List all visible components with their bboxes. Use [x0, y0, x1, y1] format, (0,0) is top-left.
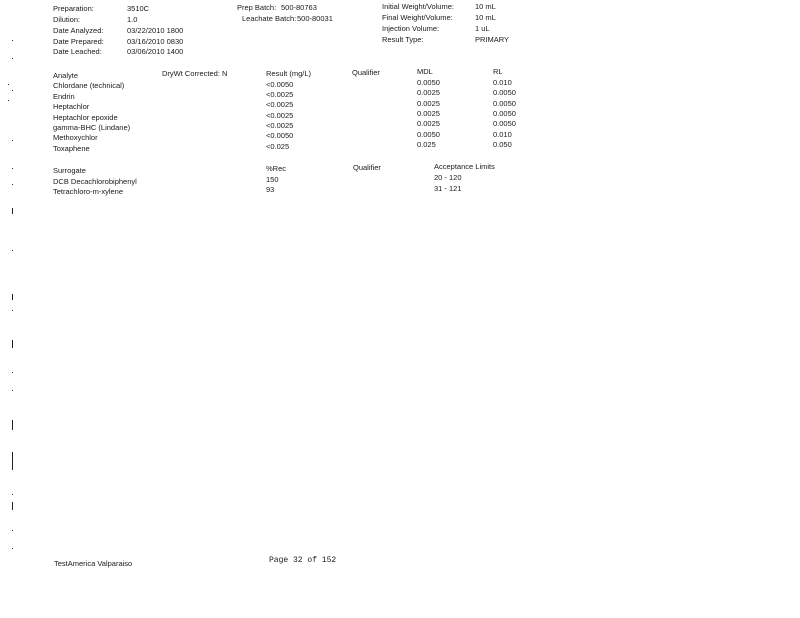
rl-value: 0.050 — [493, 140, 512, 149]
rl-value: 0.010 — [493, 78, 512, 87]
analyte-name: Heptachlor epoxide — [53, 113, 118, 122]
analyte-name: Chlordane (technical) — [53, 81, 125, 90]
date-leached-value: 03/06/2010 1400 — [127, 47, 184, 56]
result-type-label: Result Type: — [382, 35, 424, 44]
qualifier-header: Qualifier — [352, 68, 380, 77]
result-type-value: PRIMARY — [475, 35, 510, 44]
rec-value: 150 — [266, 175, 279, 184]
dilution-value: 1.0 — [127, 15, 138, 24]
rl-value: 0.0050 — [493, 109, 516, 118]
date-analyzed-value: 03/22/2010 1800 — [127, 26, 184, 35]
acceptance-limits-header: Acceptance Limits — [434, 162, 495, 171]
leachate-batch-label: Leachate Batch: — [242, 14, 297, 23]
analyte-name: Methoxychlor — [53, 133, 98, 142]
final-weight-volume-label: Final Weight/Volume: — [382, 13, 453, 22]
mdl-value: 0.0025 — [417, 99, 440, 108]
analyte-name: gamma-BHC (Lindane) — [53, 123, 131, 132]
result-value: <0.0050 — [266, 131, 294, 140]
mdl-value: 0.0025 — [417, 109, 440, 118]
result-value: <0.025 — [266, 142, 290, 151]
mdl-value: 0.0025 — [417, 119, 440, 128]
preparation-label: Preparation: — [53, 4, 94, 13]
mdl-header: MDL — [417, 67, 433, 76]
rl-value: 0.0050 — [493, 88, 516, 97]
injection-volume-label: Injection Volume: — [382, 24, 440, 33]
mdl-value: 0.025 — [417, 140, 436, 149]
preparation-value: 3510C — [127, 4, 150, 13]
prep-batch-value: 500-80763 — [281, 3, 317, 12]
dilution-label: Dilution: — [53, 15, 81, 24]
prep-batch-label: Prep Batch: — [237, 3, 277, 12]
analyte-name: Endrin — [53, 92, 75, 101]
rl-header: RL — [493, 67, 503, 76]
rl-value: 0.010 — [493, 130, 512, 139]
page-number: Page 32 of 152 — [269, 556, 337, 565]
date-prepared-value: 03/16/2010 0830 — [127, 37, 184, 46]
analyte-header: Analyte — [53, 71, 79, 80]
limits-value: 31 - 121 — [434, 184, 462, 193]
rec-value: 93 — [266, 185, 275, 194]
final-weight-volume-value: 10 mL — [475, 13, 496, 22]
result-header: Result (mg/L) — [266, 69, 312, 78]
date-prepared-label: Date Prepared: — [53, 37, 104, 46]
surrogate-header: Surrogate — [53, 166, 86, 175]
analyte-name: Heptachlor — [53, 102, 90, 111]
result-value: <0.0025 — [266, 90, 294, 99]
drywt-corrected-header: DryWt Corrected: N — [162, 69, 228, 78]
mdl-value: 0.0050 — [417, 130, 440, 139]
rl-value: 0.0050 — [493, 99, 516, 108]
injection-volume-value: 1 uL — [475, 24, 490, 33]
result-value: <0.0025 — [266, 111, 294, 120]
limits-value: 20 - 120 — [434, 173, 462, 182]
result-value: <0.0025 — [266, 100, 294, 109]
mdl-value: 0.0050 — [417, 78, 440, 87]
initial-weight-volume-value: 10 mL — [475, 2, 496, 11]
date-leached-label: Date Leached: — [53, 47, 102, 56]
result-value: <0.0025 — [266, 121, 294, 130]
date-analyzed-label: Date Analyzed: — [53, 26, 104, 35]
leachate-batch-value: 500-80031 — [297, 14, 333, 23]
company-name: TestAmerica Valparaiso — [54, 559, 133, 568]
surrogate-name: Tetrachloro-m-xylene — [53, 187, 124, 196]
mdl-value: 0.0025 — [417, 88, 440, 97]
rl-value: 0.0050 — [493, 119, 516, 128]
rec-header: %Rec — [266, 164, 287, 173]
initial-weight-volume-label: Initial Weight/Volume: — [382, 2, 454, 11]
surrogate-qualifier-header: Qualifier — [353, 163, 381, 172]
surrogate-name: DCB Decachlorobiphenyl — [53, 177, 137, 186]
analyte-name: Toxaphene — [53, 144, 90, 153]
result-value: <0.0050 — [266, 80, 294, 89]
